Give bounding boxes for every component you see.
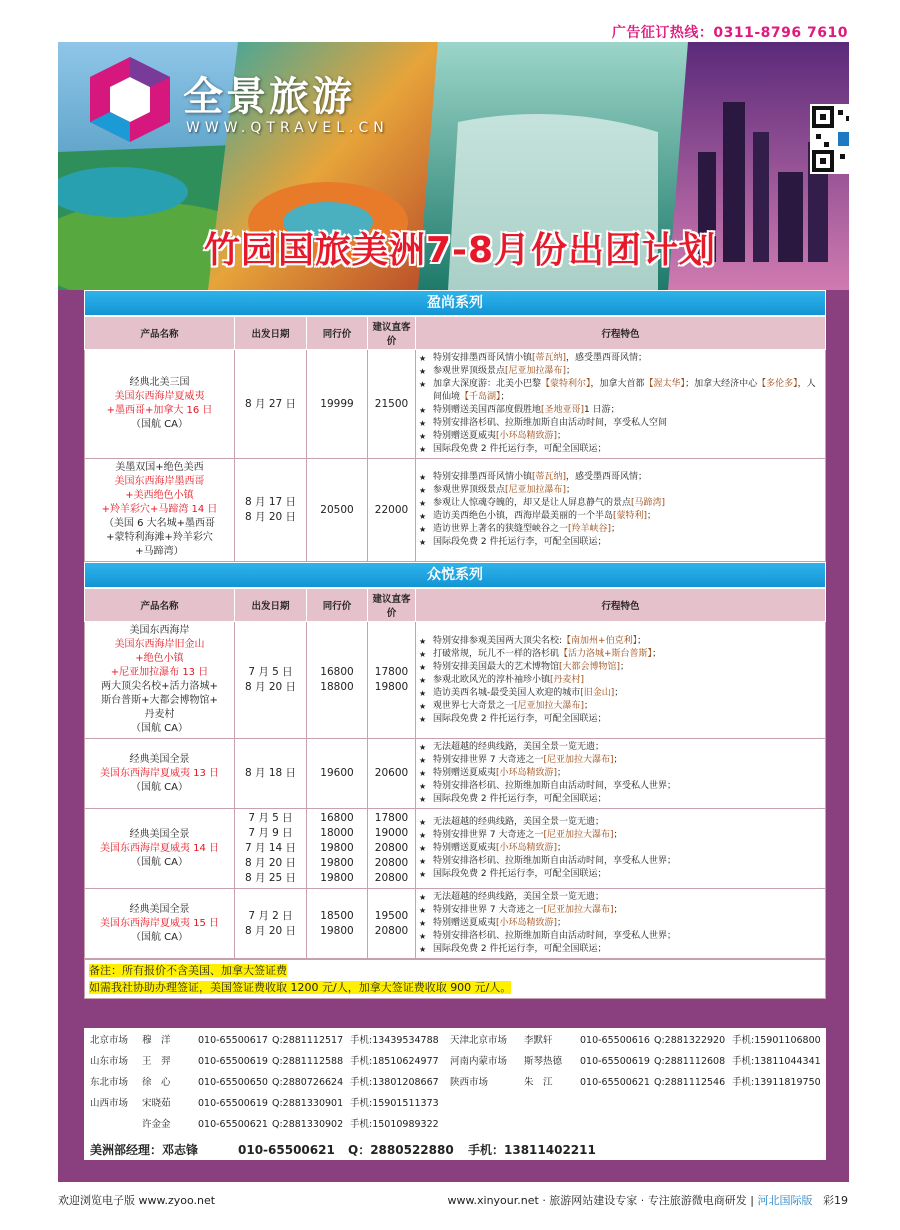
departure-dates-value: 7 月 5 日: [248, 812, 293, 824]
product-route: 美国东西海岸旧金山: [114, 639, 205, 650]
product-title: 经典北美三国: [129, 377, 190, 388]
qr-code-icon: [810, 104, 849, 174]
feature-item: ★ 国际段免费 2 件托运行李，可配全国联运；: [419, 943, 822, 956]
retail-price-value: 20800: [374, 842, 409, 854]
contact-market: 山东市场: [90, 1056, 129, 1067]
product-detail: +蒙特利海滩+羚羊彩穴: [106, 532, 213, 543]
product-route: +美西绝色小镇: [125, 490, 194, 501]
peer-price-value: 19800: [320, 842, 354, 854]
product-name: [85, 622, 235, 739]
contact-qq: Q:2881112546: [654, 1077, 726, 1088]
contact-market: 东北市场: [90, 1077, 129, 1088]
logo-name: 全景旅游: [183, 74, 355, 120]
feature-item: ★ 参观让人惊魂夺魄的，却又是让人屏息静气的景点[马蹄湾]: [419, 497, 822, 510]
product-name: [85, 739, 235, 809]
contact-mobile: 手机:13801208667: [350, 1077, 439, 1088]
peer-price: [307, 889, 368, 959]
table-row: [85, 622, 826, 739]
peer-price: [307, 350, 368, 459]
feature-item: ★ 特别安排墨西哥风情小镇[蒂瓦纳]，感受墨西哥风情；: [419, 471, 822, 484]
feature-item: ★ 国际段免费 2 件托运行李，可配全国联运；: [419, 793, 822, 806]
contact-person: 穆 洋: [142, 1035, 171, 1046]
feature-item: ★ 国际段免费 2 件托运行李，可配全国联运；: [419, 713, 822, 726]
retail-price-value: 17800: [374, 812, 409, 824]
feature-item: ★ 观世界七大奇景之一[尼亚加拉大瀑布]；: [419, 700, 822, 713]
contact-market: 天津北京市场: [450, 1035, 508, 1046]
product-detail: （国航 CA）: [130, 419, 188, 430]
product-title: 经典美国全景: [129, 903, 190, 915]
peer-price-value: 16800: [320, 812, 354, 824]
contact-row: [90, 1074, 439, 1088]
feature-item: ★ 无法超越的经典线路，美国全景一览无遗；: [419, 741, 822, 754]
feature-item: ★ 特别赠送夏威夷[小环岛精致游]；: [419, 430, 822, 443]
contact-row: [90, 1116, 439, 1130]
peer-price-value: 20500: [320, 503, 354, 516]
manager-mobile: 手机：13811402211: [468, 1143, 596, 1157]
feature-item: ★ 特别赠送夏威夷[小环岛精致游]；: [419, 842, 822, 855]
retail-price-value: 19500: [374, 909, 409, 922]
contact-tel: 010-65500621: [580, 1077, 650, 1088]
feature-item: ★ 特别安排美国最大的艺术博物馆[大都会博物馆]；: [419, 661, 822, 674]
series-2-title: 众悦系列: [84, 562, 826, 588]
peer-price: [307, 739, 368, 809]
product-route: 美国东西海岸夏威夷 15 日: [99, 917, 220, 929]
feature-item: ★ 特别安排参观美国两大顶尖名校:【南加州+伯克利】；: [419, 635, 822, 648]
product-title: 美国东西海岸: [129, 625, 190, 636]
contact-tel: 010-65500621: [198, 1119, 268, 1130]
departure-dates: [235, 739, 307, 809]
contact-person: 王 羿: [142, 1056, 171, 1067]
manager-tel: 010-65500621: [238, 1143, 335, 1157]
price-notes: [84, 959, 826, 999]
retail-price: [368, 809, 416, 889]
feature-item: ★ 特别安排洛杉矶、拉斯维加斯自由活动时间，享受私人空间: [419, 417, 822, 430]
col-features: 行程特色: [416, 317, 826, 350]
contact-row: [450, 1074, 821, 1088]
retail-price-value: 20800: [374, 872, 409, 884]
footer-page: 彩19: [823, 1194, 848, 1207]
product-route: 美国东西海岸墨西哥: [114, 476, 205, 487]
retail-price: [368, 622, 416, 739]
retail-price-value: 21500: [374, 397, 409, 410]
peer-price-value: 19999: [320, 397, 354, 410]
contact-person: 宋晓茹: [142, 1098, 171, 1109]
product-name: [85, 889, 235, 959]
departure-dates-value: 8 月 20 日: [244, 681, 297, 693]
contact-market: 北京市场: [90, 1035, 129, 1046]
manager-name: 美洲部经理：邓志锋: [90, 1143, 199, 1157]
contact-tel: 010-65500617: [198, 1035, 268, 1046]
peer-price-value: 18500: [320, 909, 354, 922]
feature-item: ★ 无法超越的经典线路，美国全景一览无遗；: [419, 816, 822, 829]
manager-line: [90, 1141, 596, 1158]
contact-row: [90, 1032, 439, 1046]
product-route: +尼亚加拉瀑布 13 日: [110, 667, 209, 678]
retail-price-value: 19800: [374, 681, 409, 693]
contact-qq: Q:2880726624: [272, 1077, 344, 1088]
peer-price-value: 19600: [320, 767, 354, 779]
product-detail: 斯台普斯+大都会博物馆+: [101, 695, 218, 706]
contact-mobile: 手机:13911819750: [732, 1077, 821, 1088]
contact-row: [90, 1095, 439, 1109]
retail-price-value: 19000: [374, 827, 409, 839]
retail-price-value: 20800: [374, 857, 409, 869]
feature-item: ★ 造访美西名城-最受美国人欢迎的城市[旧金山]；: [419, 687, 822, 700]
departure-dates: [235, 622, 307, 739]
page-title: 竹园国旅美洲7-8月份出团计划: [203, 230, 717, 271]
feature-item: ★ 特别安排洛杉矶、拉斯维加斯自由活动时间，享受私人世界；: [419, 780, 822, 793]
itinerary-features: [416, 809, 826, 889]
contact-row: [450, 1032, 821, 1046]
departure-dates-value: 7 月 14 日: [244, 842, 297, 854]
contact-person: 斯琴热德: [524, 1056, 563, 1067]
feature-item: ★ 国际段免费 2 件托运行李，可配全国联运；: [419, 536, 822, 549]
product-name: [85, 459, 235, 562]
feature-item: ★ 特别安排世界 7 大奇迹之一[尼亚加拉大瀑布]；: [419, 829, 822, 842]
departure-dates: [235, 889, 307, 959]
feature-item: ★ 特别赠送夏威夷[小环岛精致游]；: [419, 767, 822, 780]
product-detail: （美国 6 大名城+墨西哥: [103, 518, 216, 529]
feature-item: ★ 国际段免费 2 件托运行李，可配全国联运；: [419, 868, 822, 881]
departure-dates-value: 8 月 20 日: [244, 511, 297, 523]
departure-dates-value: 7 月 9 日: [248, 827, 293, 839]
feature-item: ★ 造访世界上著名的狭缝型峡谷之一[羚羊峡谷]；: [419, 523, 822, 536]
col-features: 行程特色: [416, 589, 826, 622]
product-route: +墨西哥+加拿大 16 日: [106, 405, 213, 416]
series-1-table: [84, 316, 826, 562]
tour-schedule: [84, 290, 826, 999]
contact-person: 许金金: [142, 1119, 171, 1130]
feature-item: ★ 特别安排世界 7 大奇迹之一[尼亚加拉大瀑布]；: [419, 904, 822, 917]
feature-item: ★ 参观世界顶级景点[尼亚加拉瀑布]；: [419, 484, 822, 497]
feature-item: ★ 加拿大深度游：北美小巴黎【蒙特利尔】，加拿大首都【渥太华】；加拿大经济中心【多伦多】，人间仙境【千岛湖】；: [419, 378, 822, 404]
peer-price-value: 19800: [320, 872, 354, 884]
product-route: 美国东西海岸夏威夷 13 日: [99, 767, 220, 779]
contact-mobile: 手机:15901511373: [350, 1098, 439, 1109]
product-detail: （国航 CA）: [130, 856, 188, 868]
retail-price-value: 17800: [374, 666, 409, 678]
contact-tel: 010-65500616: [580, 1035, 650, 1046]
table-row: [85, 739, 826, 809]
departure-dates-value: 8 月 18 日: [244, 767, 297, 779]
retail-price: [368, 889, 416, 959]
table-header: [85, 589, 826, 622]
itinerary-features: [416, 739, 826, 809]
col-name: 产品名称: [85, 589, 235, 622]
feature-item: ★ 参观北欧风光的淳朴袖珍小镇[丹麦村]: [419, 674, 822, 687]
col-name: 产品名称: [85, 317, 235, 350]
series-1-title: 盈尚系列: [84, 290, 826, 316]
contact-person: 朱 江: [524, 1077, 553, 1088]
contact-row: [450, 1053, 821, 1067]
contact-qq: Q:2881322920: [654, 1035, 726, 1046]
feature-item: ★ 造访美西绝色小镇，西海岸最美丽的一个半岛[蒙特利]；: [419, 510, 822, 523]
contact-qq: Q:2881112517: [272, 1035, 344, 1046]
feature-item: ★ 国际段免费 2 件托运行李，可配全国联运；: [419, 443, 822, 456]
contact-mobile: 手机:18510624977: [350, 1056, 439, 1067]
departure-dates-value: 8 月 20 日: [244, 924, 297, 937]
product-title: 经典美国全景: [129, 828, 190, 840]
manager-qq: Q：2880522880: [348, 1143, 454, 1157]
hotline: 广告征订热线：0311-8796 7610: [611, 25, 848, 41]
peer-price-value: 18000: [320, 827, 354, 839]
contact-person: 李默轩: [524, 1035, 553, 1046]
table-header: [85, 317, 826, 350]
contact-tel: 010-65500619: [198, 1098, 268, 1109]
departure-dates-value: 8 月 25 日: [244, 872, 297, 884]
product-detail: （国航 CA）: [130, 781, 188, 793]
contact-row: [90, 1053, 439, 1067]
peer-price-value: 19800: [320, 857, 354, 869]
retail-price-value: 20600: [374, 767, 409, 779]
contact-tel: 010-65500619: [580, 1056, 650, 1067]
table-row: [85, 459, 826, 562]
col-peer: 同行价: [307, 589, 368, 622]
product-route: 美国东西海岸夏威夷 14 日: [99, 842, 220, 854]
product-detail: 丹麦村: [144, 709, 175, 720]
peer-price: [307, 809, 368, 889]
contact-person: 徐 心: [142, 1077, 171, 1088]
itinerary-features: [416, 622, 826, 739]
contact-mobile: 手机:13439534788: [350, 1035, 439, 1046]
retail-price: [368, 739, 416, 809]
col-retail: 建议直客价: [368, 317, 416, 350]
footer-region: 河北国际版: [757, 1194, 813, 1207]
product-route: +羚羊彩穴+马蹄湾 14 日: [101, 504, 218, 515]
feature-item: ★ 特别赠送美国西部度假胜地[圣地亚哥]1 日游；: [419, 404, 822, 417]
product-detail: 两大顶尖名校+活力洛城+: [101, 681, 218, 692]
product-route: +绝色小镇: [135, 653, 184, 664]
departure-dates: [235, 350, 307, 459]
feature-item: ★ 打破常规，玩儿不一样的洛杉矶【活力洛城+斯台普斯】；: [419, 648, 822, 661]
footer-left: 欢迎浏览电子版 www.zyoo.net: [58, 1194, 216, 1207]
departure-dates-value: 8 月 20 日: [244, 857, 297, 869]
contact-mobile: 手机:13811044341: [732, 1056, 821, 1067]
departure-dates-value: 7 月 5 日: [248, 666, 293, 678]
departure-dates: [235, 809, 307, 889]
product-detail: （国航 CA）: [130, 931, 188, 943]
retail-price-value: 20800: [374, 924, 409, 937]
col-date: 出发日期: [235, 317, 307, 350]
contact-tel: 010-65500650: [198, 1077, 268, 1088]
contact-tel: 010-65500619: [198, 1056, 268, 1067]
product-name: [85, 350, 235, 459]
table-row: [85, 350, 826, 459]
contact-qq: Q:2881330902: [272, 1119, 344, 1130]
feature-item: ★ 特别安排世界 7 大奇迹之一[尼亚加拉大瀑布]；: [419, 754, 822, 767]
contact-list: [84, 1028, 826, 1160]
table-row: [85, 809, 826, 889]
product-route: 美国东西海岸夏威夷: [114, 391, 205, 402]
retail-price-value: 22000: [374, 503, 409, 516]
col-date: 出发日期: [235, 589, 307, 622]
peer-price: [307, 622, 368, 739]
qr-code: [810, 104, 849, 174]
departure-dates-value: 7 月 2 日: [248, 909, 293, 922]
table-row: [85, 889, 826, 959]
feature-item: ★ 特别安排洛杉矶、拉斯维加斯自由活动时间，享受私人世界；: [419, 930, 822, 943]
feature-item: ★ 特别赠送夏威夷[小环岛精致游]；: [419, 917, 822, 930]
footer-right: www.xinyour.net · 旅游网站建设专家 · 专注旅游微电商研发 | 河北国际版 彩19: [447, 1194, 848, 1207]
contact-market: 山西市场: [90, 1098, 129, 1109]
product-title: 美墨双国+绝色美西: [115, 462, 204, 473]
itinerary-features: [416, 889, 826, 959]
contact-mobile: 手机:15901106800: [732, 1035, 821, 1046]
peer-price-value: 18800: [320, 681, 354, 693]
feature-item: ★ 特别安排洛杉矶、拉斯维加斯自由活动时间，享受私人世界；: [419, 855, 822, 868]
footer-site: www.xinyour.net · 旅游网站建设专家 · 专注旅游微电商研发: [447, 1194, 747, 1207]
contact-qq: Q:2881112588: [272, 1056, 344, 1067]
note-1: 备注：所有报价不含美国、加拿大签证费: [89, 964, 287, 977]
departure-dates: [235, 459, 307, 562]
product-detail: +马蹄湾）: [135, 546, 184, 557]
peer-price: [307, 459, 368, 562]
product-detail: （国航 CA）: [130, 723, 188, 734]
col-peer: 同行价: [307, 317, 368, 350]
itinerary-features: [416, 350, 826, 459]
peer-price-value: 16800: [320, 666, 354, 678]
feature-item: ★ 参观世界顶级景点[尼亚加拉瀑布]；: [419, 365, 822, 378]
contact-qq: Q:2881112608: [654, 1056, 726, 1067]
retail-price: [368, 350, 416, 459]
contact-mobile: 手机:15010989322: [350, 1119, 439, 1130]
departure-dates-value: 8 月 17 日: [244, 496, 297, 508]
col-retail: 建议直客价: [368, 589, 416, 622]
departure-dates-value: 8 月 27 日: [244, 397, 297, 410]
feature-item: ★ 特别安排墨西哥风情小镇[蒂瓦纳]，感受墨西哥风情；: [419, 352, 822, 365]
contact-market: 河南内蒙市场: [450, 1056, 508, 1067]
product-title: 经典美国全景: [129, 753, 190, 765]
itinerary-features: [416, 459, 826, 562]
contact-market: 陕西市场: [450, 1077, 489, 1088]
note-2: 如需我社协助办理签证，美国签证费收取 1200 元/人，加拿大签证费收取 900 元/人。: [89, 981, 512, 994]
series-2-table: [84, 588, 826, 959]
logo-url: WWW.QTRAVEL.CN: [186, 120, 389, 136]
feature-item: ★ 无法超越的经典线路，美国全景一览无遗；: [419, 891, 822, 904]
contact-qq: Q:2881330901: [272, 1098, 344, 1109]
retail-price: [368, 459, 416, 562]
product-name: [85, 809, 235, 889]
peer-price-value: 19800: [320, 924, 354, 937]
